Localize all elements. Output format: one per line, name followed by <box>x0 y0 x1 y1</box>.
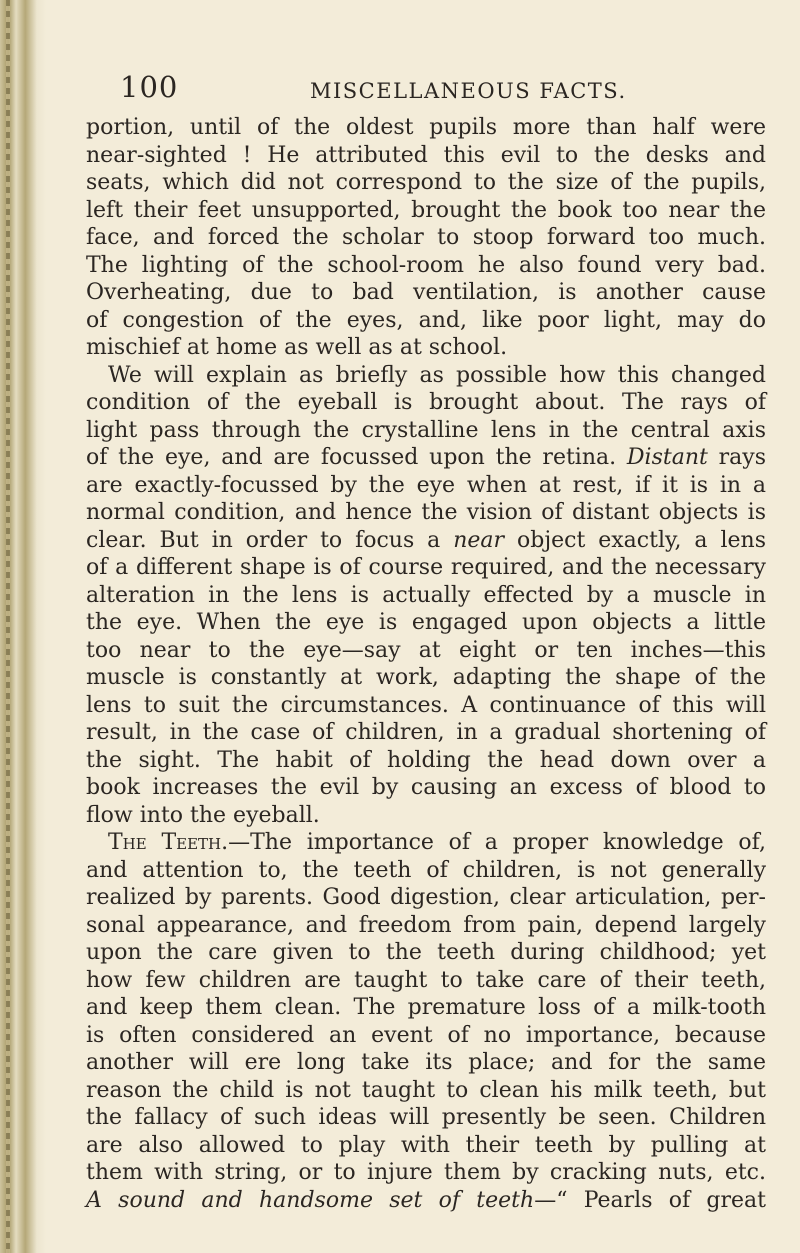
text-line: near-sighted ! He attributed this evil to the desks and <box>86 142 766 168</box>
header-title: MISCELLANEOUS FACTS. <box>310 79 627 103</box>
text-run: object exactly, a lens <box>504 527 766 553</box>
text-run: clear. But in order to focus a <box>86 527 454 553</box>
text-line: Overheating, due to bad ventilation, is another cause <box>86 280 766 305</box>
text-line: of congestion of the eyes, and, like poor light, may do <box>86 307 766 333</box>
text-line: The lighting of the school-room he also found very bad. <box>86 252 766 278</box>
text-line: realized by parents. Good digestion, clear articulation, per- <box>86 885 766 910</box>
text-line: mischief at home as well as at school. <box>86 335 508 360</box>
text-line: another will ere long take its place; and for the same <box>86 1050 766 1075</box>
text-run: rays <box>707 445 766 470</box>
text-line: We will explain as briefly as possible how this changed <box>108 362 766 388</box>
italic-text: near <box>453 527 505 553</box>
text-run: —The importance of a proper knowledge of, <box>228 830 766 855</box>
text-line: are also allowed to play with their teeth by pulling at <box>86 1132 766 1158</box>
text-line: light pass through the crystalline lens in the central axis <box>86 417 766 443</box>
text-line: flow into the eyeball. <box>86 802 320 828</box>
page-number: 100 <box>120 70 179 104</box>
running-head <box>120 70 780 110</box>
text-line: them with string, or to injure them by cracking nuts, etc. <box>86 1160 766 1185</box>
text-line <box>86 444 766 472</box>
book-gutter-edge <box>0 0 46 1253</box>
italic-text: Distant <box>626 445 708 470</box>
text-line: sonal appearance, and freedom from pain, depend largely <box>86 912 766 938</box>
text-line: lens to suit the circumstances. A continuance of this will <box>86 692 766 718</box>
text-line <box>86 829 766 857</box>
text-line: the eye. When the eye is engaged upon objects a little <box>86 610 766 635</box>
text-line: muscle is constantly at work, adapting the shape of the <box>86 665 766 690</box>
text-line: result, in the case of children, in a gradual shortening of <box>86 720 766 745</box>
text-line: is often considered an event of no importance, because <box>86 1022 766 1048</box>
text-run: of the eye, and are focussed upon the retina. <box>86 445 627 470</box>
body-text <box>86 114 766 1214</box>
text-line: alteration in the lens is actually effected by a muscle in <box>86 582 766 608</box>
text-line: seats, which did not correspond to the size of the pupils, <box>86 170 766 195</box>
text-line <box>86 527 766 555</box>
text-line: book increases the evil by causing an excess of blood to <box>86 775 766 800</box>
text-line: face, and forced the scholar to stoop forward too much. <box>86 225 766 250</box>
text-line: too near to the eye—say at eight or ten inches—this <box>86 637 766 663</box>
text-line: normal condition, and hence the vision of distant objects is <box>86 500 766 525</box>
text-line: reason the child is not taught to clean his milk teeth, but <box>86 1077 766 1103</box>
text-line: portion, until of the oldest pupils more than half were <box>86 115 766 140</box>
text-line: how few children are taught to take care of their teeth, <box>86 967 766 993</box>
text-line <box>86 1187 766 1215</box>
text-line: the fallacy of such ideas will presently be seen. Children <box>86 1105 766 1130</box>
text-run: —“ Pearls of great <box>534 1187 766 1213</box>
text-line: condition of the eyeball is brought about. The rays of <box>86 390 766 415</box>
text-line: and attention to, the teeth of children, is not generally <box>86 857 766 883</box>
text-line: upon the care given to the teeth during childhood; yet <box>86 940 766 965</box>
text-line: the sight. The habit of holding the head down over a <box>86 747 766 773</box>
text-line: of a different shape is of course required, and the necessary <box>86 555 766 580</box>
text-line: left their feet unsupported, brought the book too near the <box>86 197 766 223</box>
section-heading: The Teeth. <box>108 830 229 855</box>
italic-text: A sound and handsome set of teeth <box>86 1187 535 1213</box>
text-line: are exactly-focussed by the eye when at rest, if it is in a <box>86 472 766 498</box>
text-line: and keep them clean. The premature loss of a milk-tooth <box>86 995 766 1020</box>
